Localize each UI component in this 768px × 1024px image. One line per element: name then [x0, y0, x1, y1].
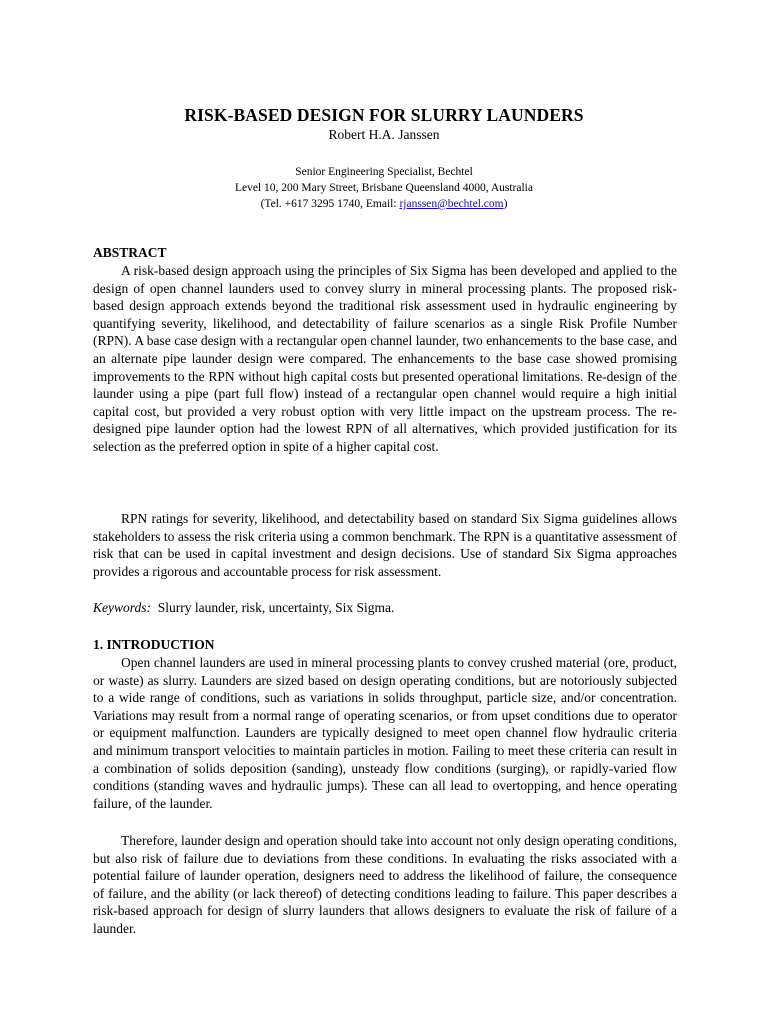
abstract-paragraph-1: A risk-based design approach using the principles of Six Sigma has been developed and applied to the design of open channel launders used to convey slurry in mineral processing plants. The proposed risk-based design approach extends beyond the traditional risk assessment used in hydraulic engineering by quantifying severity, likelihood, and detectability of failure scenarios as a single Risk Profile Number (RPN). A base case design with a rectangular open channel launder, two enhancements to the base case, and an alternate pipe launder design were compared. The enhancements to the base case showed promising improvements to the RPN without high capital costs but presented operational limitations. Re-design of the launder using a pipe (part full flow) instead of a rectangular open channel would require a high initial capital cost, but provided a very robust option with very little impact on the upstream process. The re-designed pipe launder option had the lowest RPN of all alternatives, which provided justification for its selection as the preferred option in spite of a higher capital cost. [93, 263, 677, 454]
abstract-heading: ABSTRACT [93, 245, 167, 260]
abstract-paragraph-2: RPN ratings for severity, likelihood, and detectability based on standard Six Sigma guidelines allows stakeholders to assess the risk criteria using a common benchmark. The RPN is a quantitative assessment of risk that can be used in capital investment and design decisions. Use of standard Six Sigma approaches provides a rigorous and accountable process for risk assessment. [93, 511, 677, 579]
contact-prefix: (Tel. +617 3295 1740, Email: [260, 198, 400, 210]
author-name: Robert H.A. Janssen [328, 127, 440, 142]
introduction-heading: 1. INTRODUCTION [93, 637, 215, 652]
keywords-text: Slurry launder, risk, uncertainty, Six Sigma. [157, 600, 395, 615]
affiliation-address: Level 10, 200 Mary Street, Brisbane Queensland 4000, Australia [235, 182, 533, 194]
introduction-paragraph-2: Therefore, launder design and operation should take into account not only design operating conditions, but also risk of failure due to deviations from these conditions. In evaluating the risks associated with a potential failure of launder operation, designers need to address the likelihood of failure, the consequence of failure, and the ability (or lack thereof) of detecting conditions leading to failure. This paper describes a risk-based approach for design of slurry launders that allows designers to evaluate the risk of failure of a launder. [93, 833, 677, 936]
email-link[interactable]: rjanssen@bechtel.com [399, 198, 504, 210]
paper-title: RISK-BASED DESIGN FOR SLURRY LAUNDERS [184, 105, 584, 125]
keywords-label: Keywords: [93, 600, 151, 615]
affiliation-role: Senior Engineering Specialist, Bechtel [295, 166, 473, 178]
introduction-paragraph-1: Open channel launders are used in mineral processing plants to convey crushed material (ore, product, or waste) as slurry. Launders are sized based on design operating conditions, but are notoriously subjected to a wide range of conditions, such as variations in solids throughput, particle size, and/or concentration. Variations may result from a normal range of operating scenarios, or from upset conditions due to operator or equipment malfunction. Launders are typically designed to meet open channel flow hydraulic criteria and minimum transport velocities to maintain particles in motion. Failing to meet these criteria can result in a combination of solids deposition (sanding), unsteady flow conditions (surging), or rapidly-varied flow conditions (standing waves and hydraulic jumps). These can all lead to overtopping, and hence operating failure, of the launder. [93, 655, 677, 811]
affiliation-contact [0, 196, 768, 212]
contact-suffix: ) [503, 198, 508, 210]
keywords [93, 599, 677, 617]
